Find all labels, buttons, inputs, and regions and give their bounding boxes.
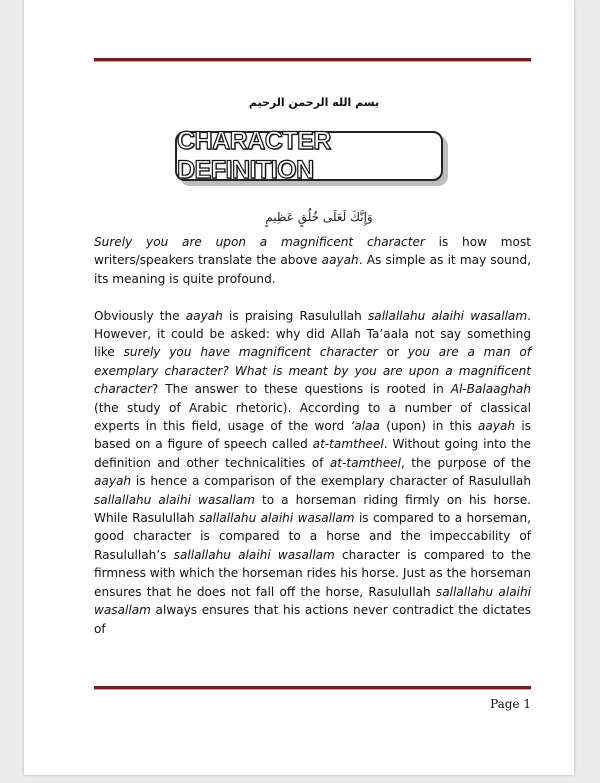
text-run: (upon) in this <box>379 419 478 434</box>
page-title: CHARACTER DEFINITION <box>177 127 331 184</box>
page-number: Page 1 <box>490 697 531 711</box>
text-run: . However, it could be asked: why did Allah Ta’aala not say something like <box>94 308 531 360</box>
text-run: is praising Rasulullah <box>222 308 368 323</box>
italic-run: you are a man of exemplary character? What is meant by you are upon a magnificent character <box>94 345 532 397</box>
title-banner <box>175 127 443 184</box>
italic-run: ‘alaa <box>350 419 380 434</box>
italic-run: sallallahu alaihi wasallam <box>198 511 355 526</box>
text-run: is compared to a horseman, good character is compared to a horse and the impeccability of Rasulullah’s <box>94 511 531 562</box>
text-run: Obviously the <box>94 308 186 323</box>
italic-run: Al-Balaaghah <box>450 382 531 397</box>
paragraph-intro <box>94 233 531 288</box>
document-page <box>24 0 574 775</box>
text-run: is how most writers/speakers translate the above <box>94 235 532 268</box>
text-run: to a horseman riding firmly on his horse. While Rasulullah <box>94 492 531 526</box>
italic-run: aayah <box>94 474 132 489</box>
italic-run: sallallahu alaihi wasallam <box>94 584 531 618</box>
text-run: . As simple as it may sound, its meaning is quite profound. <box>94 253 531 286</box>
text-run: (the study of Arabic rhetoric). According to a number of classical experts in this field, usage of the word <box>94 400 531 434</box>
text-run: , the purpose of the <box>400 455 531 470</box>
italic-run: surely you have magnificent character <box>123 345 378 360</box>
paragraph-explanation <box>94 307 531 638</box>
italic-run: sallallahu alaihi wasallam <box>173 547 335 562</box>
text-run: or <box>377 345 408 360</box>
italic-run: Surely you are upon a magnificent character <box>94 235 425 249</box>
italic-run: aayah <box>321 253 359 268</box>
italic-run: at-tamtheel <box>312 437 384 452</box>
italic-run: sallallahu alaihi wasallam <box>94 492 255 507</box>
text-run: ? The answer to these questions is rooted in <box>151 382 451 397</box>
body-text <box>94 233 531 638</box>
footer-rule <box>94 686 531 690</box>
text-run: always ensures that his actions never contradict the dictates of <box>94 603 531 636</box>
text-run: is based on a figure of speech called <box>94 419 532 452</box>
aayah-arabic: وَإِنَّكَ لَعَلَى خُلُقٍ عَظِيمٍ <box>265 210 373 224</box>
bismillah-text: بسم الله الرحمن الرحيم <box>248 96 380 109</box>
header-rule <box>94 58 531 62</box>
text-run: character is compared to the firmness with which the horseman rides his horse. Just as the horseman ensures that he does not fall off the horse, Rasulullah <box>94 547 531 599</box>
text-run: is hence a comparison of the exemplary character of Rasulullah <box>131 474 531 489</box>
text-run: . Without going into the definition and other technicalities of <box>94 437 531 470</box>
italic-run: at-tamtheel <box>329 455 401 470</box>
italic-run: sallallahu alaihi wasallam <box>367 308 528 323</box>
italic-run: aayah <box>185 308 223 323</box>
italic-run: aayah <box>478 419 516 434</box>
